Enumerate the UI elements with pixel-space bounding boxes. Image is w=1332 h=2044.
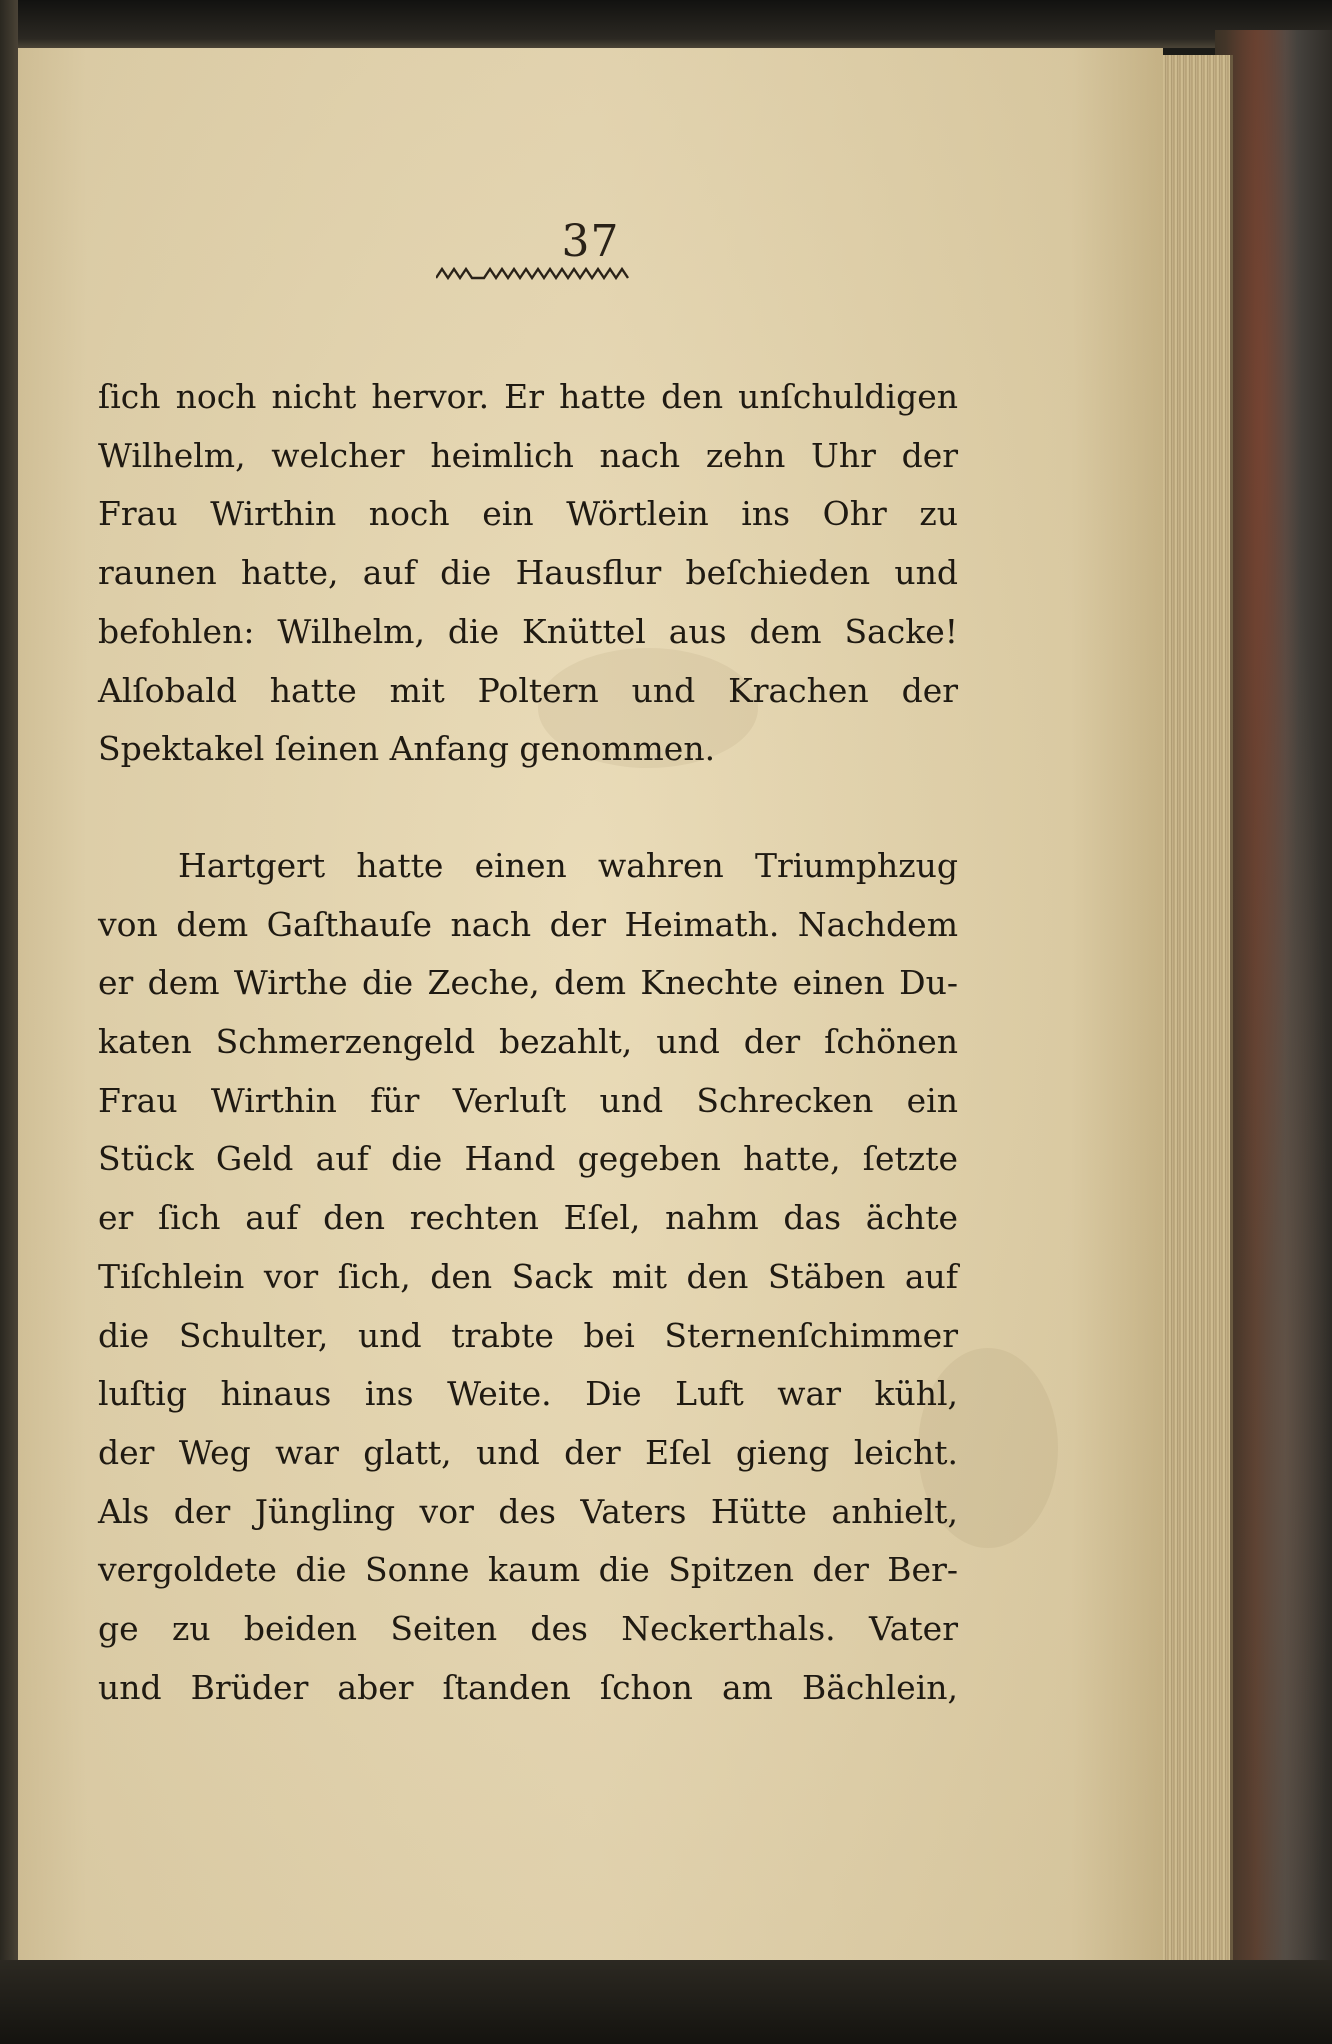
text-line: ſich noch nicht hervor. Er hatte den unſchuldigen — [98, 377, 958, 416]
text-line: die Schulter, und trabte bei Sternenſchimmer — [98, 1315, 958, 1355]
left-binding-edge — [0, 0, 18, 2044]
book-page — [18, 48, 1163, 1960]
text-line: raunen hatte, auf die Hausflur beſchieden und — [98, 553, 958, 593]
text-line: Hartgert hatte einen wahren Triumphzug — [178, 845, 958, 885]
paragraph-gap — [98, 779, 958, 837]
page-stack-edge — [1160, 55, 1233, 1960]
text-line: Spektakel ſeinen Anfang genommen. — [98, 729, 716, 769]
paragraph-2 — [98, 837, 958, 1718]
text-line: Stück Geld auf die Hand gegeben hatte, ſetzte — [98, 1139, 958, 1179]
top-binding-edge — [0, 0, 1332, 48]
text-line: Frau Wirthin noch ein Wörtlein ins Ohr zu — [98, 494, 958, 534]
wave-ornament — [436, 266, 636, 282]
text-line: Als der Jüngling vor des Vaters Hütte anhielt, — [98, 1491, 958, 1531]
page-number: 37 — [561, 216, 620, 267]
text-line: Tiſchlein vor ſich, den Sack mit den Stäben auf — [98, 1256, 958, 1296]
text-line: ge zu beiden Seiten des Neckerthals. Vater — [98, 1609, 958, 1649]
bottom-binding-edge — [0, 1960, 1332, 2044]
text-line: der Weg war glatt, und der Eſel gieng leicht. — [98, 1432, 958, 1472]
text-line: Wilhelm, welcher heimlich nach zehn Uhr der — [98, 435, 958, 475]
text-line: er ſich auf den rechten Eſel, nahm das ächte — [98, 1198, 958, 1238]
text-line: von dem Gaſthauſe nach der Heimath. Nachdem — [98, 904, 958, 944]
text-line: vergoldete die Sonne kaum die Spitzen der Ber- — [98, 1550, 958, 1590]
text-line: Frau Wirthin für Verluſt und Schrecken ein — [98, 1080, 958, 1120]
text-line: Alſobald hatte mit Poltern und Krachen der — [98, 670, 958, 710]
text-line: und Brüder aber ſtanden ſchon am Bächlein, — [98, 1667, 958, 1707]
body-text — [98, 368, 958, 1717]
text-line: er dem Wirthe die Zeche, dem Knechte einen Du- — [98, 963, 958, 1003]
text-line: befohlen: Wilhelm, die Knüttel aus dem Sacke! — [98, 611, 958, 651]
text-line: luſtig hinaus ins Weite. Die Luft war kühl, — [98, 1374, 958, 1414]
text-line: katen Schmerzengeld bezahlt, und der ſchönen — [98, 1022, 958, 1062]
paragraph-1 — [98, 368, 958, 779]
